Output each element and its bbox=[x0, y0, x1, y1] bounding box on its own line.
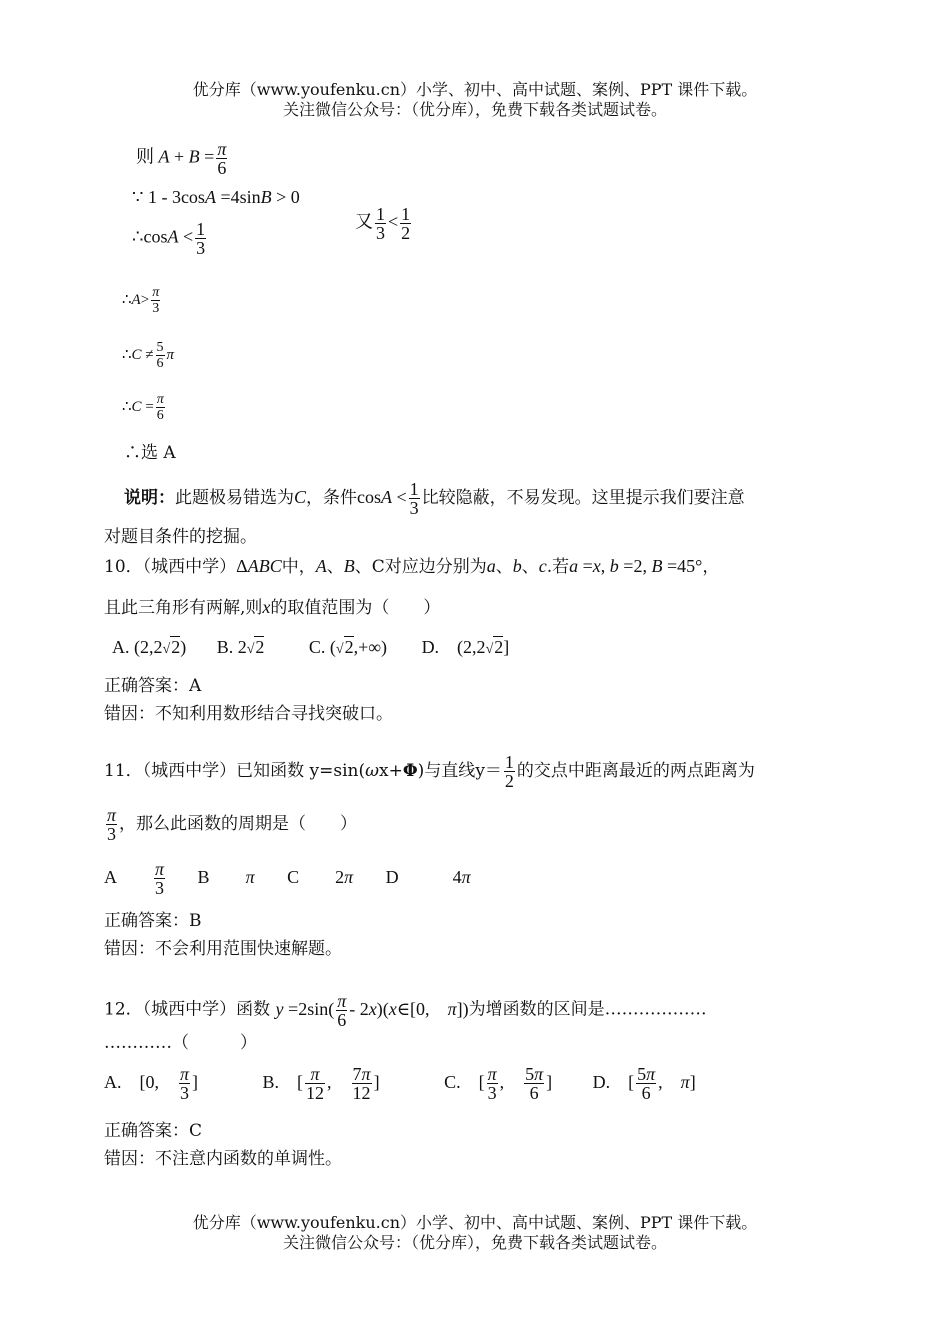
q10-text: 若 bbox=[552, 557, 570, 577]
q11-text: 已知函数 bbox=[236, 761, 305, 781]
question-number: 11． bbox=[104, 761, 143, 781]
header-line-2: 关注微信公众号：（优分库），免费下载各类试题试卷。 bbox=[282, 100, 667, 119]
option-a[interactable]: A. (2,2√2) bbox=[112, 637, 187, 657]
also-label: 又 bbox=[355, 211, 373, 232]
q11-options bbox=[104, 860, 471, 897]
q11-text: 的交点中距离最近的两点距离为 bbox=[516, 761, 755, 781]
question-number: 12． bbox=[104, 999, 143, 1020]
q10-text: 中， bbox=[281, 557, 316, 577]
question-source: （城西中学） bbox=[142, 557, 237, 577]
option-a[interactable]: A. [0, $\frac{\pi}{3}$ ] bbox=[104, 1064, 199, 1103]
step-a-plus-b: 则 A + B = $\frac{\pi}{6}$ bbox=[136, 139, 227, 178]
q11-text: 与直线 bbox=[424, 761, 476, 781]
step-label: 则 bbox=[136, 146, 154, 167]
option-b[interactable]: B. 2√2 bbox=[216, 637, 265, 657]
step-also: 又 $\frac{1}{3}$ < $\frac{1}{2}$ bbox=[355, 204, 411, 243]
option-d[interactable]: D. [ $\frac{5\pi}{6}$ , π] bbox=[592, 1064, 696, 1103]
q10-stem-2: 且此三角形有两解,则x的取值范围为（ ） bbox=[104, 597, 441, 618]
q11-text: ，那么此函数的周期是（ ） bbox=[119, 814, 358, 834]
note-label: 说明： bbox=[124, 488, 175, 508]
q12-text: 函数 bbox=[236, 999, 271, 1020]
footer-line-1: 优分库（www.youfenku.cn）小学、初中、高中试题、案例、PPT 课件下载。 bbox=[192, 1213, 758, 1232]
step-choose: ∴选 A bbox=[124, 443, 176, 463]
q10-text: 且此三角形有两解,则 bbox=[104, 598, 263, 618]
footer-line-2: 关注微信公众号：（优分库），免费下载各类试题试卷。 bbox=[282, 1233, 667, 1252]
q12-reason: 错因：不注意内函数的单调性。 bbox=[104, 1149, 342, 1169]
q12-text: 为增函数的区间是……………… bbox=[468, 999, 707, 1020]
q10-options bbox=[112, 636, 509, 661]
note-text: ，条件 bbox=[306, 488, 358, 508]
note-text: 比较隐蔽，不易发现。这里提示我们要注意 bbox=[421, 488, 745, 508]
step-A-gt: ∴A> $\frac{\pi}{3}$ bbox=[122, 285, 160, 316]
option-c[interactable]: C. [ $\frac{\pi}{3}$ , $\frac{5\pi}{6}$ ] bbox=[444, 1064, 553, 1103]
option-c[interactable]: C. (√2,+∞) bbox=[308, 637, 388, 657]
step-cos-sin: ∵ 1 - 3cosA =4sinB > 0 bbox=[132, 187, 300, 207]
option-c[interactable]: C 2π bbox=[287, 866, 354, 887]
question-source: （城西中学） bbox=[142, 999, 237, 1020]
step-C-eq: ∴C = $\frac{\pi}{6}$ bbox=[122, 392, 164, 423]
q11-stem: 11．（城西中学）已知函数 y=sin(ωx+Φ)与直线y＝ $\frac{1}{2}$ 的交点中距离最近的两点距离为 bbox=[104, 752, 755, 791]
note-line-2: 对题目条件的挖掘。 bbox=[104, 527, 257, 547]
question-source: （城西中学） bbox=[142, 761, 237, 781]
option-a[interactable]: A $\frac{\pi}{3}$ bbox=[104, 859, 165, 898]
step-C-ne: ∴C ≠ $\frac{5}{6}$ π bbox=[122, 340, 175, 371]
option-b[interactable]: B π bbox=[197, 866, 255, 887]
note-line-1: 说明：此题极易错选为C，条件cosA < $\frac{1}{3}$ 比较隐蔽，不易发现。这里提示我们要注意 bbox=[124, 479, 745, 518]
note-text: 此题极易错选为 bbox=[175, 488, 294, 508]
q12-options bbox=[104, 1065, 696, 1102]
q12-stem-2: …………（ ） bbox=[104, 1033, 257, 1053]
q11-answer: 正确答案：B bbox=[104, 911, 202, 931]
q10-reason: 错因：不知利用数形结合寻找突破口。 bbox=[104, 704, 393, 724]
q10-stem: 10．（城西中学）ΔABC中，A、B、C对应边分别为a、b、c.若a =x, b =2, B =45°， bbox=[104, 556, 720, 577]
option-b[interactable]: B. [ $\frac{\pi}{12}$ , $\frac{7\pi}{12}$ ] bbox=[262, 1064, 380, 1103]
step-cosA: ∴cosA < $\frac{1}{3}$ bbox=[132, 219, 206, 258]
because-symbol: ∵ bbox=[132, 187, 144, 207]
q10-answer: 正确答案：A bbox=[104, 676, 202, 696]
q12-stem: 12．（城西中学）函数 y =2sin( $\frac{\pi}{6}$ - 2x)(x∈[0, π])为增函数的区间是……………… bbox=[104, 991, 707, 1030]
therefore-symbol: ∴ bbox=[132, 226, 144, 247]
header-line-1: 优分库（www.youfenku.cn）小学、初中、高中试题、案例、PPT 课件下载。 bbox=[192, 80, 758, 99]
q10-text: 对应边分别为 bbox=[384, 557, 487, 577]
q11-reason: 错因：不会利用范围快速解题。 bbox=[104, 939, 342, 959]
q11-stem-2: $\frac{\pi}{3}$ ，那么此函数的周期是（ ） bbox=[107, 805, 358, 844]
q12-answer: 正确答案：C bbox=[104, 1121, 203, 1141]
q10-text: 的取值范围为（ ） bbox=[270, 598, 441, 618]
question-number: 10． bbox=[104, 557, 143, 577]
option-d[interactable]: D 4π bbox=[385, 866, 471, 887]
option-d[interactable]: D. (2,2√2] bbox=[421, 637, 510, 657]
